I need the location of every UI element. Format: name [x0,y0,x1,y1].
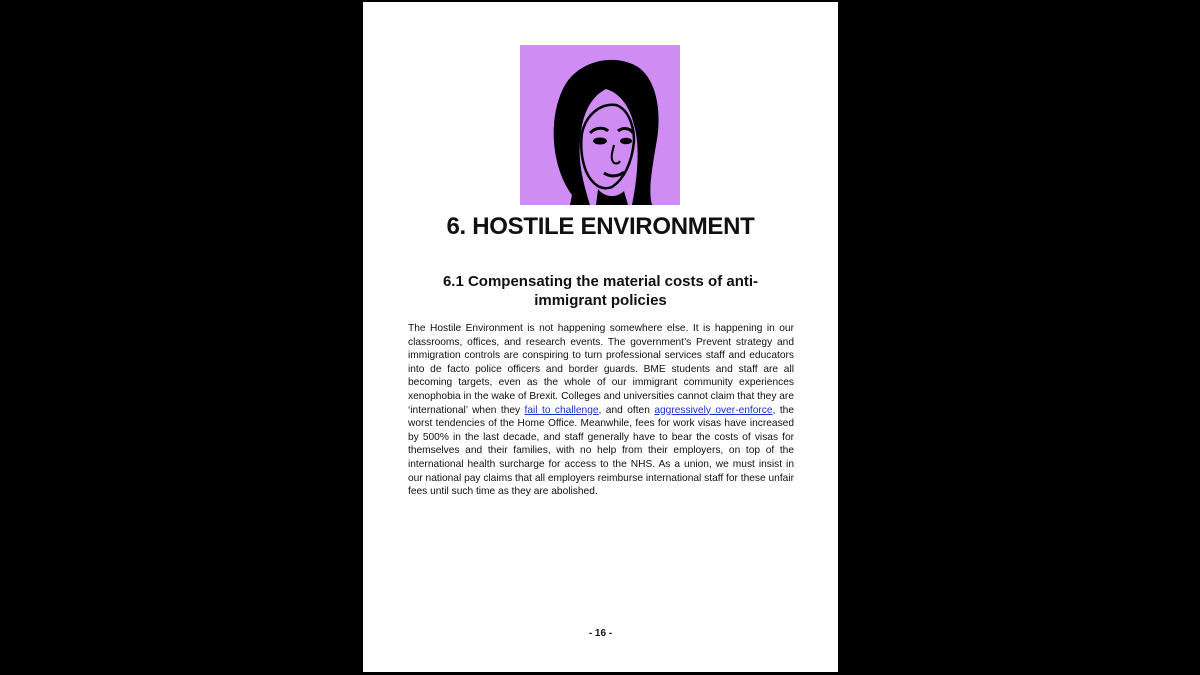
section-title: 6.1 Compensating the material costs of anti-immigrant policies [442,273,759,309]
body-text-part-2: , and often [598,404,655,416]
fail-to-challenge-link[interactable]: fail to challenge [524,404,599,416]
portrait-illustration [520,45,680,205]
body-text-part-3: , the worst tendencies of the Home Office. Meanwhile, fees for work visas have increased by 500% in the last decade, and staff generally have to bear the costs of visas for themselves and their families, with no help from their employers, on top of the international health surcharge for access to the NHS. As a union, we must insist in our national pay claims that all employers reimburse international staff for these unfair fees until such time as they are abolished. [408,404,795,498]
chapter-title: 6. HOSTILE ENVIRONMENT [446,213,755,240]
body-text-part-1: The Hostile Environment is not happening somewhere else. It is happening in our classrooms, offices, and research events. The government’s Prevent strategy and immigration controls are conspiring to turn professional services staff and educators into de facto police officers and border guards. BME students and staff are all becoming targets, even as the whole of our immigrant community experiences xenophobia in the wake of Brexit. Colleges and universities cannot claim that they are ‘international’ when they [408,323,794,416]
page-number: - 16 - [588,628,613,639]
body-paragraph [408,322,794,499]
portrait-image [520,45,680,205]
document-page [363,2,838,672]
aggressively-over-enforce-link[interactable]: aggressively over-enforce [654,404,773,416]
